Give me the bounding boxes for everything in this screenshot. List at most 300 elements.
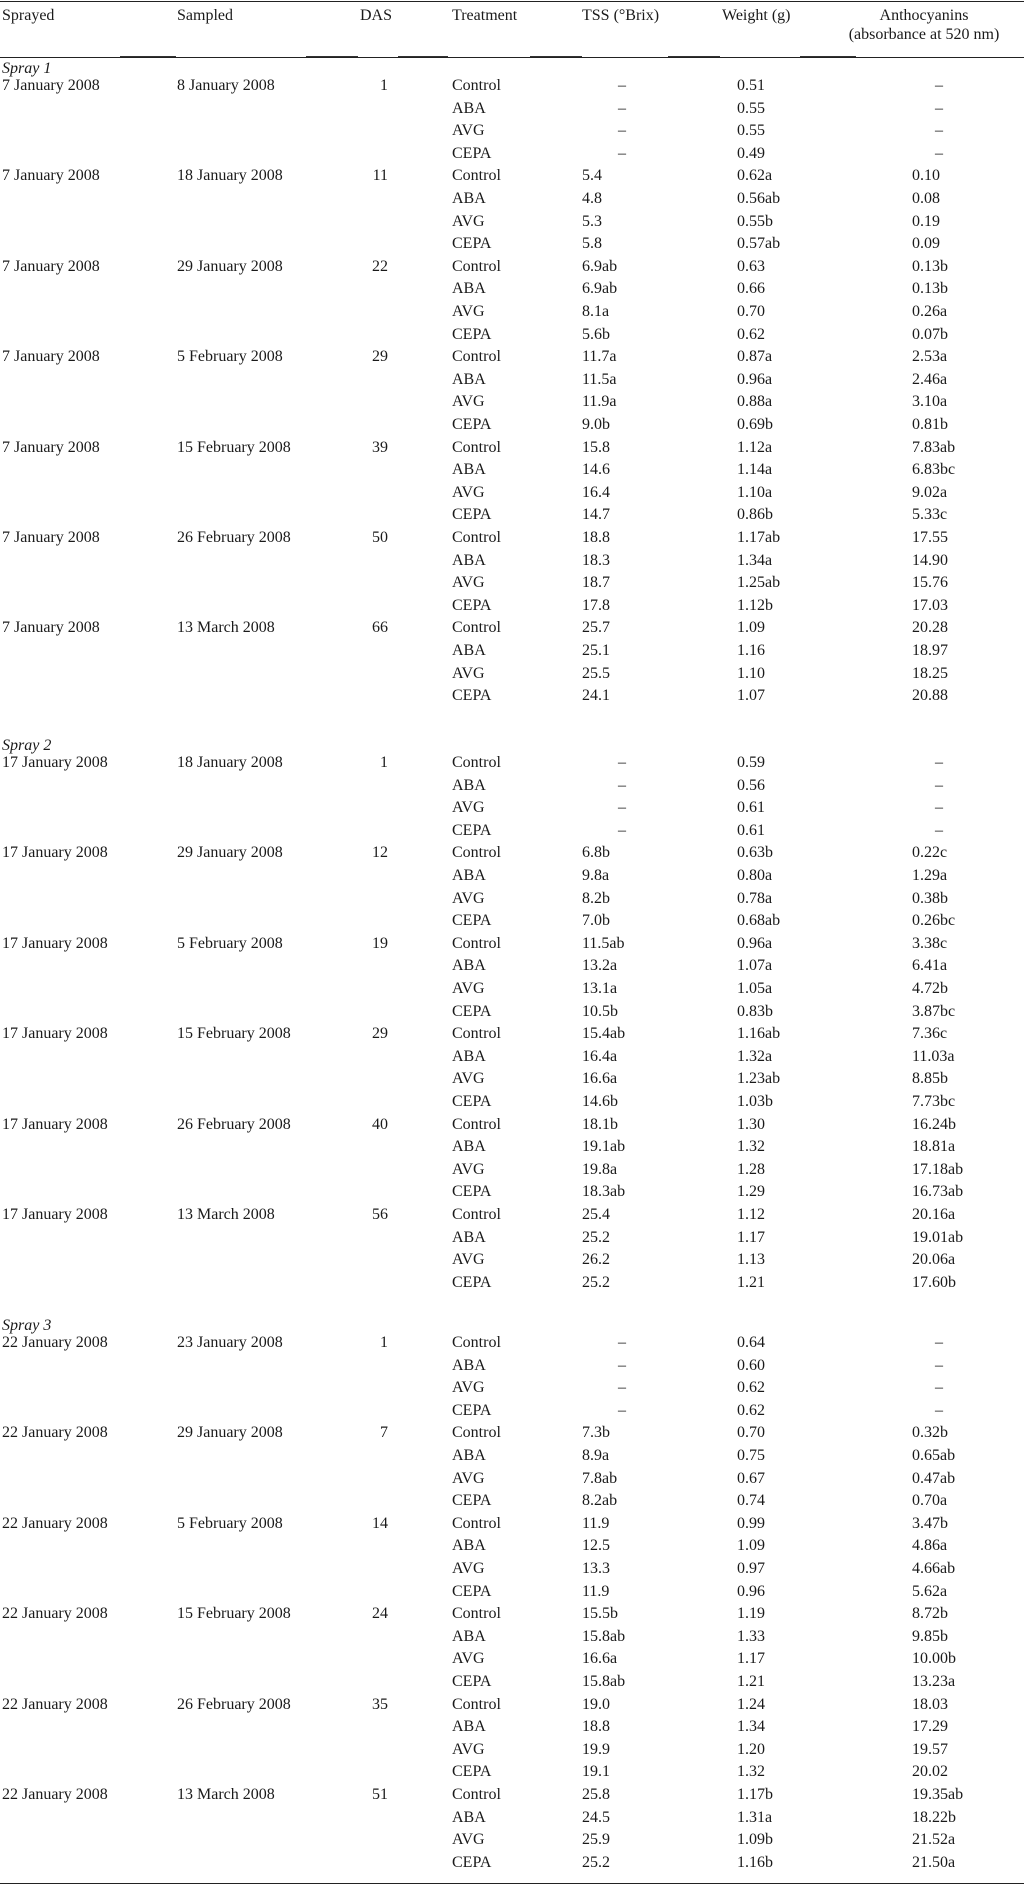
cell-tss: 14.6b <box>582 1093 618 1110</box>
cell-sprayed: 22 January 2008 <box>2 1424 108 1442</box>
table-row <box>0 820 1024 843</box>
table-row <box>0 1227 1024 1250</box>
cell-treatment: AVG <box>452 483 485 501</box>
cell-tss: – <box>618 1334 626 1351</box>
cell-anthocyanins: 4.66ab <box>912 1560 956 1577</box>
cell-treatment: ABA <box>452 957 486 975</box>
cell-weight: 1.13 <box>737 1251 765 1269</box>
cell-anthocyanins: 7.36c <box>912 1025 948 1043</box>
cell-weight: 1.19 <box>737 1605 765 1623</box>
cell-das: 51 <box>372 1786 388 1803</box>
cell-das: 29 <box>372 1025 388 1043</box>
cell-sprayed: 22 January 2008 <box>2 1514 108 1532</box>
cell-sampled: 13 March 2008 <box>177 1786 275 1803</box>
cell-anthocyanins: 0.32b <box>912 1424 948 1442</box>
cell-tss: 25.2 <box>582 1273 610 1291</box>
cell-anthocyanins: 9.02a <box>912 483 948 501</box>
cell-anthocyanins: 16.24b <box>912 1115 956 1133</box>
cell-weight: 0.62 <box>737 1401 765 1419</box>
cell-treatment: Control <box>452 1334 501 1351</box>
cell-treatment: ABA <box>452 1447 486 1464</box>
table-row <box>0 910 1024 933</box>
table-row <box>0 933 1024 956</box>
cell-weight: 1.09b <box>737 1831 773 1849</box>
cell-das: 29 <box>372 348 388 366</box>
cell-treatment: ABA <box>452 280 486 298</box>
cell-das: 56 <box>372 1206 388 1223</box>
cell-weight: 1.21 <box>737 1273 765 1291</box>
cell-das: 35 <box>372 1695 388 1713</box>
cell-treatment: CEPA <box>452 235 492 253</box>
cell-weight: 0.69b <box>737 416 773 433</box>
cell-sprayed: 7 January 2008 <box>2 77 100 94</box>
cell-anthocyanins: – <box>935 1334 943 1351</box>
cell-tss: 24.1 <box>582 687 610 705</box>
cell-tss: 8.9a <box>582 1447 610 1464</box>
cell-sprayed: 7 January 2008 <box>2 167 100 185</box>
table-row <box>0 482 1024 505</box>
table-row <box>0 369 1024 392</box>
cell-treatment: AVG <box>452 664 485 682</box>
cell-sprayed: 22 January 2008 <box>2 1605 108 1623</box>
cell-weight: 1.31a <box>737 1808 773 1826</box>
cell-tss: 6.9ab <box>582 257 618 275</box>
cell-anthocyanins: 0.81b <box>912 416 948 433</box>
cell-weight: 0.70 <box>737 1424 765 1442</box>
cell-treatment: AVG <box>452 1379 485 1397</box>
cell-sprayed: 17 January 2008 <box>2 1025 108 1043</box>
table-row <box>0 165 1024 188</box>
cell-weight: 0.80a <box>737 867 773 884</box>
table-row <box>0 346 1024 369</box>
header-treatment: Treatment <box>452 7 518 24</box>
cell-sampled: 5 February 2008 <box>177 1514 283 1532</box>
cell-treatment: Control <box>452 844 501 862</box>
cell-anthocyanins: – <box>935 77 943 94</box>
cell-weight: 1.10a <box>737 483 773 501</box>
cell-anthocyanins: 17.03 <box>912 596 948 614</box>
cell-sprayed: 7 January 2008 <box>2 529 100 546</box>
cell-tss: – <box>618 821 626 839</box>
cell-sampled: 26 February 2008 <box>177 1695 291 1713</box>
cell-anthocyanins: 19.35ab <box>912 1786 964 1803</box>
cell-sprayed: 22 January 2008 <box>2 1334 108 1351</box>
cell-anthocyanins: 3.87bc <box>912 1002 956 1020</box>
cell-sampled: 15 February 2008 <box>177 438 291 456</box>
table-row <box>0 301 1024 324</box>
header-das: DAS <box>360 7 393 24</box>
table-row <box>0 1626 1024 1649</box>
cell-weight: 1.07 <box>737 687 765 705</box>
table-row <box>0 1603 1024 1626</box>
cell-weight: 1.17b <box>737 1786 773 1803</box>
table-row <box>0 1272 1024 1295</box>
cell-weight: 0.51 <box>737 77 765 94</box>
table-row <box>0 1581 1024 1604</box>
cell-weight: 0.55 <box>737 122 765 140</box>
cell-treatment: CEPA <box>452 325 492 343</box>
cell-das: 19 <box>372 934 388 952</box>
cell-treatment: AVG <box>452 393 485 411</box>
table-row <box>0 1046 1024 1069</box>
cell-tss: 10.5b <box>582 1002 618 1020</box>
cell-tss: 5.4 <box>582 167 602 185</box>
cell-tss: – <box>618 77 626 94</box>
cell-anthocyanins: 19.01ab <box>912 1228 964 1246</box>
cell-tss: 24.5 <box>582 1808 610 1826</box>
cell-sampled: 29 January 2008 <box>177 844 283 862</box>
table-row <box>0 1091 1024 1114</box>
cell-tss: – <box>618 799 626 817</box>
cell-anthocyanins: 0.22c <box>912 844 948 862</box>
cell-sampled: 29 January 2008 <box>177 1424 283 1442</box>
cell-tss: 11.9 <box>582 1582 610 1600</box>
cell-treatment: ABA <box>452 867 486 884</box>
table-row <box>0 1761 1024 1784</box>
cell-anthocyanins: 0.26a <box>912 303 948 320</box>
cell-anthocyanins: – <box>935 1356 943 1374</box>
cell-treatment: Control <box>452 1424 501 1442</box>
cell-tss: – <box>618 1379 626 1397</box>
cell-tss: 19.8a <box>582 1160 618 1178</box>
cell-weight: 1.16b <box>737 1853 773 1871</box>
table-row <box>0 1468 1024 1491</box>
cell-treatment: Control <box>452 934 501 952</box>
table-row <box>0 685 1024 708</box>
cell-anthocyanins: 1.29a <box>912 867 948 884</box>
cell-anthocyanins: 6.83bc <box>912 461 956 479</box>
cell-das: 40 <box>372 1115 388 1133</box>
cell-anthocyanins: 0.19 <box>912 212 940 230</box>
cell-sampled: 5 February 2008 <box>177 348 283 366</box>
cell-sprayed: 22 January 2008 <box>2 1695 108 1713</box>
cell-treatment: Control <box>452 167 501 185</box>
cell-tss: 7.3b <box>582 1424 610 1442</box>
cell-tss: 26.2 <box>582 1251 610 1269</box>
cell-weight: 1.09 <box>737 619 765 637</box>
cell-treatment: Control <box>452 77 501 94</box>
cell-anthocyanins: 0.65ab <box>912 1447 956 1464</box>
cell-treatment: AVG <box>452 1740 485 1758</box>
cell-das: 22 <box>372 257 388 275</box>
cell-tss: – <box>618 1401 626 1419</box>
table-row <box>0 1249 1024 1272</box>
cell-weight: 1.29 <box>737 1183 765 1201</box>
cell-weight: 0.61 <box>737 799 765 817</box>
cell-anthocyanins: 0.70a <box>912 1492 948 1510</box>
cell-treatment: Control <box>452 257 501 275</box>
cell-treatment: CEPA <box>452 687 492 705</box>
cell-tss: 6.8b <box>582 844 610 862</box>
table-row <box>0 775 1024 798</box>
table-row <box>0 1490 1024 1513</box>
cell-sprayed: 17 January 2008 <box>2 934 108 952</box>
cell-anthocyanins: 14.90 <box>912 551 948 569</box>
cell-anthocyanins: 13.23a <box>912 1673 956 1690</box>
cell-weight: 1.12b <box>737 596 773 614</box>
cell-tss: – <box>618 144 626 162</box>
cell-tss: 11.9a <box>582 393 617 411</box>
cell-das: 11 <box>372 167 388 185</box>
cell-anthocyanins: 21.50a <box>912 1853 956 1871</box>
cell-weight: 0.63 <box>737 257 765 275</box>
cell-treatment: AVG <box>452 1251 485 1269</box>
cell-treatment: Control <box>452 1514 501 1532</box>
table-row <box>0 955 1024 978</box>
cell-treatment: AVG <box>452 1070 485 1088</box>
cell-das: 7 <box>380 1424 388 1442</box>
cell-treatment: Control <box>452 1206 501 1223</box>
cell-anthocyanins: 17.60b <box>912 1273 956 1291</box>
cell-weight: 1.07a <box>737 957 773 975</box>
cell-weight: 1.16ab <box>737 1025 781 1043</box>
cell-anthocyanins: 3.10a <box>912 393 948 411</box>
cell-weight: 0.86b <box>737 506 773 524</box>
cell-anthocyanins: 2.46a <box>912 370 948 388</box>
cell-weight: 1.25ab <box>737 574 781 592</box>
cell-treatment: ABA <box>452 1537 486 1555</box>
cell-tss: 16.4 <box>582 483 610 501</box>
cell-tss: 15.5b <box>582 1605 618 1623</box>
cell-weight: 0.96 <box>737 1582 765 1600</box>
table-row <box>0 617 1024 640</box>
cell-anthocyanins: 21.52a <box>912 1831 956 1849</box>
cell-weight: 0.49 <box>737 144 765 162</box>
cell-tss: 25.5 <box>582 664 610 682</box>
cell-weight: 0.66 <box>737 280 765 298</box>
table-row <box>0 256 1024 279</box>
bottom-rule <box>0 1883 1024 1884</box>
section-title: Spray 1 <box>2 60 52 77</box>
cell-anthocyanins: 9.85b <box>912 1627 948 1645</box>
cell-weight: 0.70 <box>737 303 765 320</box>
cell-anthocyanins: 20.16a <box>912 1206 956 1223</box>
table-row <box>0 1204 1024 1227</box>
table-row <box>0 324 1024 347</box>
cell-weight: 0.83b <box>737 1002 773 1020</box>
cell-tss: 18.1b <box>582 1115 618 1133</box>
cell-treatment: CEPA <box>452 912 492 930</box>
cell-weight: 1.10 <box>737 664 765 682</box>
cell-das: 39 <box>372 438 388 456</box>
table-row <box>0 1829 1024 1852</box>
cell-anthocyanins: – <box>935 1401 943 1419</box>
cell-treatment: CEPA <box>452 1273 492 1291</box>
top-rule <box>0 1 1024 2</box>
cell-sampled: 5 February 2008 <box>177 934 283 952</box>
cell-weight: 1.34 <box>737 1718 765 1736</box>
cell-tss: – <box>618 754 626 771</box>
cell-tss: 9.8a <box>582 867 610 884</box>
cell-tss: 18.8 <box>582 529 610 546</box>
table-row <box>0 1001 1024 1024</box>
cell-anthocyanins: 20.02 <box>912 1763 948 1781</box>
cell-tss: 19.9 <box>582 1740 610 1758</box>
cell-treatment: AVG <box>452 1560 485 1577</box>
cell-anthocyanins: – <box>935 754 943 771</box>
cell-weight: 1.20 <box>737 1740 765 1758</box>
cell-anthocyanins: 7.83ab <box>912 438 956 456</box>
cell-sprayed: 17 January 2008 <box>2 754 108 771</box>
cell-treatment: ABA <box>452 1627 486 1645</box>
cell-tss: 11.5ab <box>582 934 625 952</box>
cell-treatment: Control <box>452 1605 501 1623</box>
cell-weight: 0.60 <box>737 1356 765 1374</box>
cell-treatment: CEPA <box>452 821 492 839</box>
table-row <box>0 1400 1024 1423</box>
cell-treatment: CEPA <box>452 1002 492 1020</box>
cell-sampled: 13 March 2008 <box>177 1206 275 1223</box>
cell-das: 14 <box>372 1514 388 1532</box>
cell-tss: 18.8 <box>582 1718 610 1736</box>
table-row <box>0 188 1024 211</box>
cell-treatment: ABA <box>452 1047 486 1065</box>
table-row <box>0 527 1024 550</box>
cell-anthocyanins: 15.76 <box>912 574 948 592</box>
table-row <box>0 1716 1024 1739</box>
table-row <box>0 143 1024 166</box>
cell-anthocyanins: – <box>935 122 943 140</box>
cell-weight: 0.56 <box>737 776 765 794</box>
cell-sampled: 26 February 2008 <box>177 1115 291 1133</box>
cell-weight: 0.59 <box>737 754 765 771</box>
cell-das: 12 <box>372 844 388 862</box>
cell-treatment: AVG <box>452 212 485 230</box>
cell-weight: 0.61 <box>737 821 765 839</box>
cell-anthocyanins: 18.03 <box>912 1695 948 1713</box>
cell-treatment: ABA <box>452 776 486 794</box>
cell-tss: 25.4 <box>582 1206 610 1223</box>
cell-tss: 14.6 <box>582 461 610 479</box>
cell-weight: 1.17 <box>737 1228 765 1246</box>
cell-weight: 0.62 <box>737 325 765 343</box>
cell-anthocyanins: – <box>935 1379 943 1397</box>
header-anthocyanins-line2: (absorbance at 520 nm) <box>848 26 1000 43</box>
cell-treatment: CEPA <box>452 1763 492 1781</box>
cell-sprayed: 17 January 2008 <box>2 844 108 862</box>
table-row <box>0 391 1024 414</box>
cell-tss: 14.7 <box>582 506 610 524</box>
cell-treatment: CEPA <box>452 416 492 433</box>
cell-treatment: Control <box>452 1695 501 1713</box>
table-row <box>0 211 1024 234</box>
cell-weight: 1.30 <box>737 1115 765 1133</box>
cell-treatment: CEPA <box>452 1582 492 1600</box>
table-row <box>0 1513 1024 1536</box>
table-row <box>0 1377 1024 1400</box>
header-anthocyanins-line1: Anthocyanins <box>879 7 969 24</box>
cell-tss: 19.1ab <box>582 1138 626 1156</box>
cell-sprayed: 7 January 2008 <box>2 438 100 456</box>
cell-weight: 0.55 <box>737 99 765 117</box>
cell-weight: 0.55b <box>737 212 773 230</box>
cell-anthocyanins: 0.08 <box>912 190 940 207</box>
table-row <box>0 1648 1024 1671</box>
cell-sprayed: 17 January 2008 <box>2 1115 108 1133</box>
cell-treatment: ABA <box>452 190 486 207</box>
cell-anthocyanins: 6.41a <box>912 957 948 975</box>
cell-weight: 1.32 <box>737 1138 765 1156</box>
cell-anthocyanins: 0.10 <box>912 167 940 185</box>
table-row <box>0 550 1024 573</box>
cell-tss: 25.9 <box>582 1831 610 1849</box>
cell-treatment: ABA <box>452 461 486 479</box>
cell-anthocyanins: 11.03a <box>912 1047 955 1065</box>
cell-treatment: CEPA <box>452 1673 492 1690</box>
table-row <box>0 414 1024 437</box>
table-row <box>0 278 1024 301</box>
cell-tss: 13.3 <box>582 1560 610 1577</box>
cell-tss: 19.0 <box>582 1695 610 1713</box>
cell-weight: 0.96a <box>737 934 773 952</box>
cell-das: 50 <box>372 529 388 546</box>
cell-weight: 1.09 <box>737 1537 765 1555</box>
cell-anthocyanins: 18.22b <box>912 1808 956 1826</box>
table-row <box>0 1422 1024 1445</box>
table-row <box>0 1159 1024 1182</box>
cell-sprayed: 7 January 2008 <box>2 619 100 637</box>
table-row <box>0 1181 1024 1204</box>
cell-tss: 11.9 <box>582 1514 610 1532</box>
cell-tss: 18.3ab <box>582 1183 626 1201</box>
cell-tss: 11.7a <box>582 348 617 366</box>
cell-tss: 13.2a <box>582 957 618 975</box>
cell-tss: 25.1 <box>582 642 610 659</box>
table-row <box>0 752 1024 775</box>
cell-treatment: ABA <box>452 99 486 117</box>
cell-anthocyanins: 7.73bc <box>912 1093 956 1110</box>
cell-sprayed: 7 January 2008 <box>2 257 100 275</box>
cell-weight: 0.64 <box>737 1334 765 1351</box>
cell-weight: 0.87a <box>737 348 773 366</box>
cell-treatment: AVG <box>452 1469 485 1487</box>
cell-weight: 0.88a <box>737 393 773 411</box>
cell-anthocyanins: 3.38c <box>912 934 948 952</box>
cell-weight: 0.62a <box>737 167 773 185</box>
section-title: Spray 3 <box>2 1317 52 1334</box>
cell-anthocyanins: 0.09 <box>912 235 940 253</box>
cell-treatment: AVG <box>452 889 485 907</box>
table-row <box>0 1739 1024 1762</box>
cell-tss: 8.1a <box>582 303 610 320</box>
cell-treatment: ABA <box>452 1138 486 1156</box>
cell-tss: 5.8 <box>582 235 602 253</box>
cell-weight: 1.14a <box>737 461 773 479</box>
table-row <box>0 1784 1024 1807</box>
header-anthocyanins <box>849 6 1000 44</box>
cell-anthocyanins: 2.53a <box>912 348 948 366</box>
cell-weight: 1.21 <box>737 1673 765 1690</box>
cell-treatment: AVG <box>452 574 485 592</box>
cell-tss: 15.8ab <box>582 1673 626 1690</box>
table-row <box>0 75 1024 98</box>
cell-tss: 15.8 <box>582 438 610 456</box>
cell-sampled: 18 January 2008 <box>177 754 283 771</box>
cell-sampled: 8 January 2008 <box>177 77 275 94</box>
cell-tss: – <box>618 1356 626 1374</box>
cell-treatment: AVG <box>452 122 485 140</box>
header-tss: TSS (°Brix) <box>582 7 660 24</box>
cell-tss: 25.2 <box>582 1853 610 1871</box>
table-row <box>0 1445 1024 1468</box>
cell-anthocyanins: 4.72b <box>912 980 948 997</box>
table-row <box>0 640 1024 663</box>
cell-sampled: 15 February 2008 <box>177 1605 291 1623</box>
table-row <box>0 1852 1024 1875</box>
cell-weight: 0.67 <box>737 1469 765 1487</box>
cell-tss: 9.0b <box>582 416 610 433</box>
cell-treatment: AVG <box>452 980 485 997</box>
